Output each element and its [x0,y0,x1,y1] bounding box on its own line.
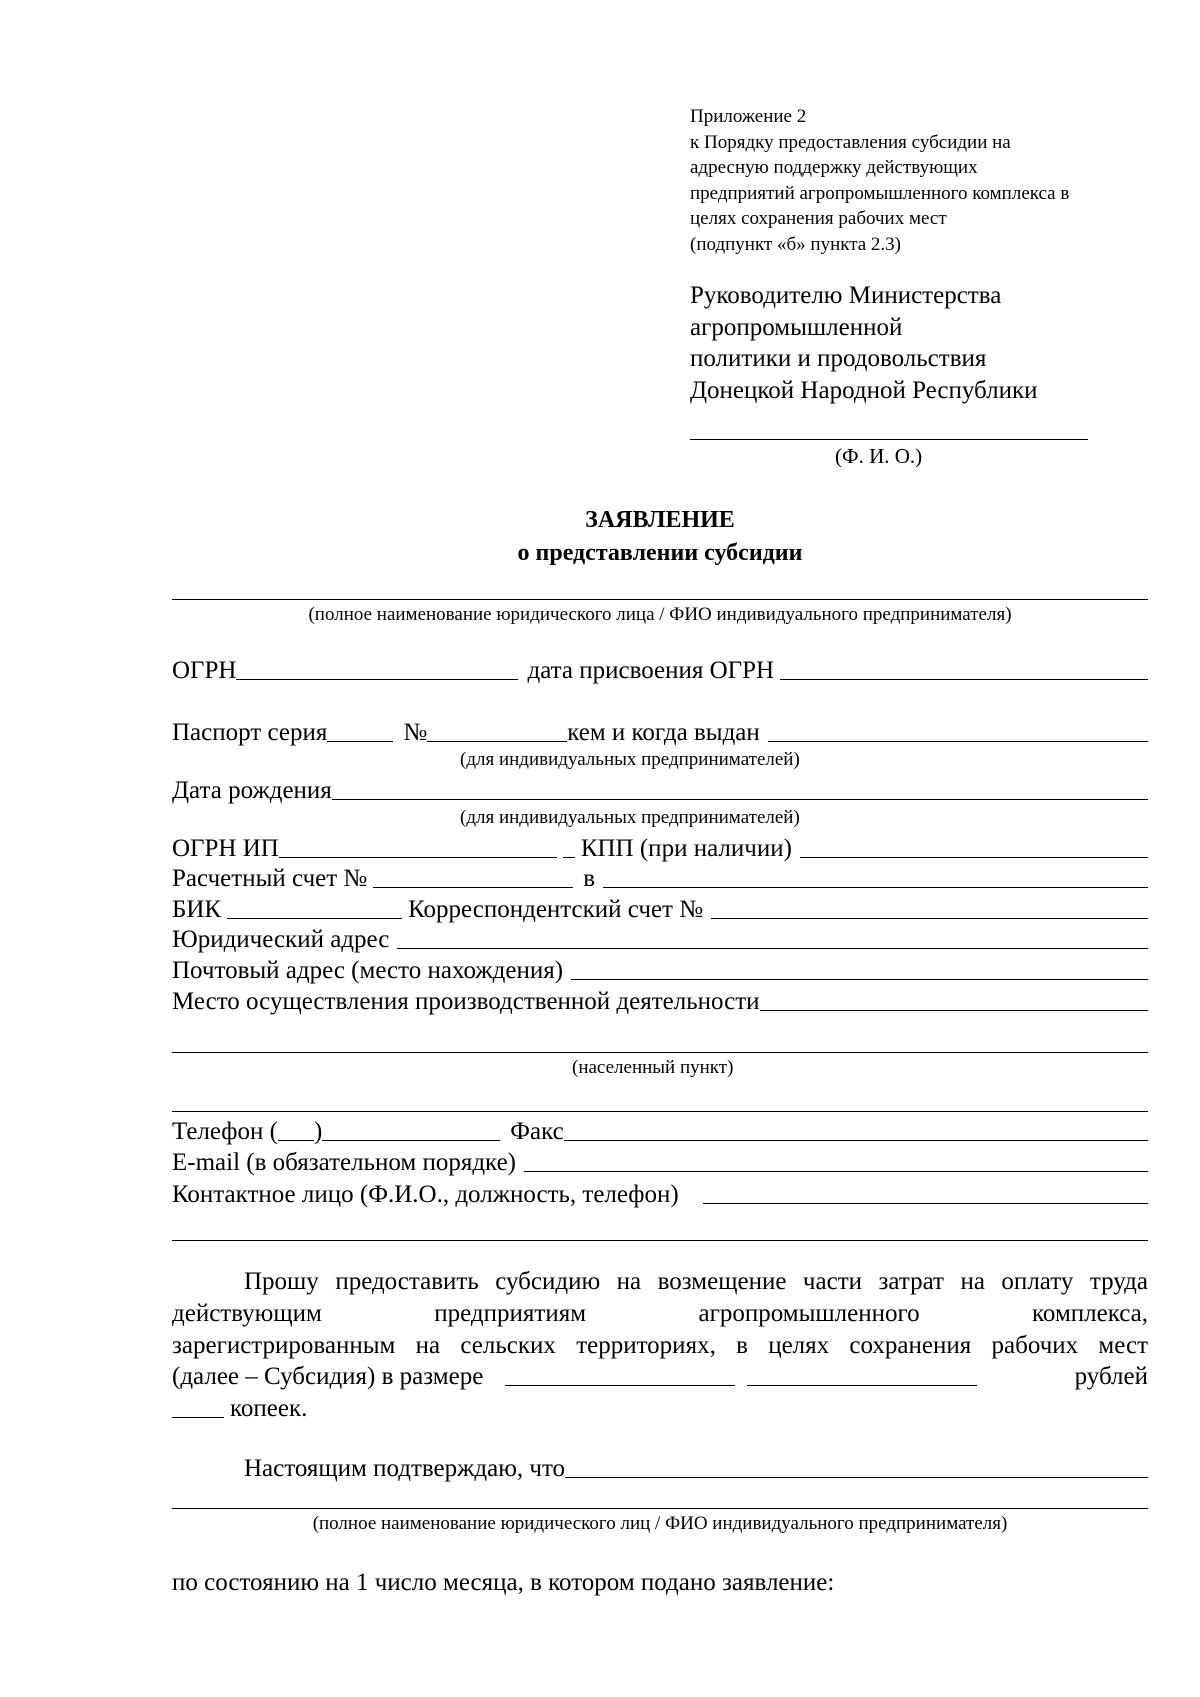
ogrn-date-blank[interactable] [780,679,1148,680]
appendix-line-2: к Порядку предоставления субсидии на [690,131,1011,153]
amount-figures-blank[interactable] [505,1385,735,1386]
passport-series-label: Паспорт серия [172,719,328,746]
row-confirm [172,1452,1148,1482]
row-passport [172,716,1148,746]
ogrn-ip-label: ОГРН ИП [172,835,279,862]
entity-name-caption: (полное наименование юридического лица / ФИО индивидуального предпринимателя) [308,604,1012,625]
request-line-5 [172,1392,1148,1422]
email-label: E-mail (в обязательном порядке) [172,1149,516,1176]
kpp-blank[interactable] [800,857,1148,858]
rubles-label: рублей [1074,1363,1148,1390]
addressee-line-2: агропромышленной [690,313,903,341]
phone-close-label: ) [313,1118,323,1145]
phone-blank[interactable] [322,1140,500,1141]
amount-words-blank[interactable] [747,1385,977,1386]
appendix-line-1: Приложение 2 [690,106,807,127]
postal-address-blank[interactable] [571,979,1148,980]
ogrn-date-label: дата присвоения ОГРН [527,657,775,684]
addressee-line-4: Донецкой Народной Республики [690,376,1038,404]
passport-number-label: № [403,719,428,746]
ogrn-label: ОГРН [172,657,237,684]
fax-blank[interactable] [564,1140,1148,1141]
ogrn-blank[interactable] [236,679,518,680]
row-date-state [172,1566,1148,1596]
issued-by-blank[interactable] [768,741,1148,742]
row-contact [172,1178,1148,1208]
birth-date-blank[interactable] [332,799,1148,800]
ogrn-ip-blank[interactable] [279,857,557,858]
request-line-1-text: Прошу предоставить субсидию на возмещение части затрат на оплату труда [244,1268,1148,1295]
request-line-3: зарегистрированным на сельских территориях, в целях сохранения рабочих мест [172,1332,1148,1359]
kopecks-label: копеек. [230,1395,308,1422]
row-ogrn-ip [172,832,1148,862]
contact-label: Контактное лицо (Ф.И.О., должность, телефон) [172,1181,679,1208]
entity-name-blank[interactable] [172,599,1148,600]
bik-label: БИК [172,896,222,923]
row-phone-fax [172,1115,1148,1145]
bank-in-label: в [583,865,596,892]
contact-extra-blank[interactable] [172,1240,1148,1241]
legal-address-label: Юридический адрес [172,926,390,953]
kpp-label: КПП (при наличии) [580,835,792,862]
account-blank[interactable] [373,887,573,888]
bik-blank[interactable] [227,918,402,919]
addressee-line-1: Руководителю Министерства [690,282,1002,309]
confirm-blank[interactable] [565,1477,1148,1478]
row-activity-place [172,985,1148,1015]
passport-series-blank[interactable] [327,741,393,742]
corr-account-blank[interactable] [711,918,1148,919]
request-line-2: действующим предприятиям агропромышленного комплекса, [172,1300,1148,1327]
bank-name-blank[interactable] [603,887,1148,888]
request-amount-label: (далее – Субсидия) в размере [172,1363,484,1390]
row-birth-date [172,774,1148,804]
addressee-fio-blank[interactable] [690,439,1088,440]
row-email [172,1146,1148,1176]
addressee-block [690,280,1038,406]
document-subtitle: о представлении субсидии [517,540,803,566]
contact-blank[interactable] [703,1203,1148,1204]
phone-label: Телефон ( [172,1118,278,1145]
fax-label: Факс [510,1118,564,1145]
settlement-blank[interactable] [172,1052,1148,1053]
entity-name-caption-2: (полное наименование юридического лиц / ФИО индивидуального предпринимателя) [312,1513,1008,1534]
addressee-fio-caption: (Ф. И. О.) [835,444,923,468]
account-label: Расчетный счет № [172,865,368,892]
activity-place-blank[interactable] [760,1010,1148,1011]
appendix-line-6: (подпункт «б» пункта 2.3) [690,233,902,255]
addressee-line-3: политики и продовольствия [690,345,987,372]
kopecks-blank[interactable] [172,1417,224,1418]
row-account [172,862,1148,892]
corr-account-label: Корреспондентский счет № [408,896,704,923]
row-ogrn [172,654,1148,684]
postal-address-label: Почтовый адрес (место нахождения) [172,957,564,984]
for-ip-caption-2: (для индивидуальных предпринимателей) [460,807,800,828]
settlement-caption: (населенный пункт) [572,1057,734,1078]
ogrn-ip-blank-tail[interactable] [563,857,575,858]
appendix-line-3: адресную поддержку действующих [690,157,978,178]
legal-address-blank[interactable] [397,948,1148,949]
extra-address-blank[interactable] [172,1111,1148,1112]
request-line-4 [172,1360,1148,1390]
issued-by-label: кем и когда выдан [567,719,760,746]
phone-code-blank[interactable] [278,1140,314,1141]
request-line-1 [172,1266,1148,1298]
email-blank[interactable] [524,1171,1148,1172]
document-title: ЗАЯВЛЕНИЕ [585,507,735,533]
row-bik [172,893,1148,923]
appendix-block [690,104,1069,257]
appendix-line-5: целях сохранения рабочих мест [690,208,947,229]
date-state-text: по состоянию на 1 число месяца, в котором подано заявление: [172,1569,835,1596]
activity-place-label: Место осуществления производственной деятельности [172,988,760,1015]
for-ip-caption-1: (для индивидуальных предпринимателей) [460,749,800,770]
passport-number-blank[interactable] [427,741,567,742]
appendix-line-4: предприятий агропромышленного комплекса в [690,182,1070,204]
row-postal-address [172,954,1148,984]
confirm-label: Настоящим подтверждаю, что [244,1455,566,1482]
birth-date-label: Дата рождения [172,777,332,804]
entity-name-blank-2[interactable] [172,1508,1148,1509]
row-legal-address [172,923,1148,953]
